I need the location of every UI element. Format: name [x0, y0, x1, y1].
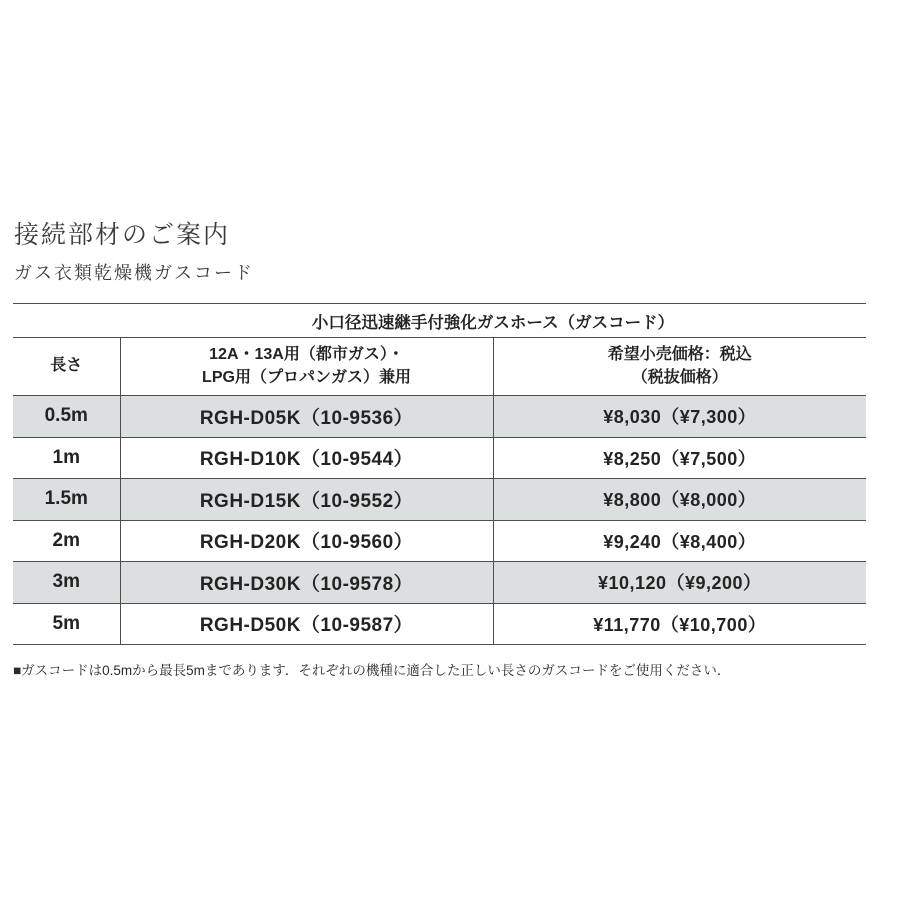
- length-value: 0.5m: [13, 396, 120, 438]
- table-header-row: [13, 338, 866, 396]
- column-header-price-line2: （税抜価格）: [631, 368, 728, 386]
- table-row: [13, 479, 866, 521]
- price-value: ¥11,770（¥10,700）: [493, 603, 866, 645]
- column-header-price: [493, 338, 866, 396]
- column-header-length: 長さ: [13, 338, 120, 396]
- column-header-model-line2: LPG用（プロパンガス）兼用: [202, 368, 411, 386]
- table-row: [13, 396, 866, 438]
- model-code: RGH-D50K（10-9587）: [120, 603, 493, 645]
- model-code: RGH-D20K（10-9560）: [120, 520, 493, 562]
- column-header-price-line1: 希望小売価格：税込: [607, 346, 752, 364]
- table-row: [13, 437, 866, 479]
- length-value: 2m: [13, 520, 120, 562]
- price-value: ¥8,800（¥8,000）: [493, 479, 866, 521]
- table-row: [13, 603, 866, 645]
- page-subtitle: ガス衣類乾燥機ガスコード: [14, 263, 254, 283]
- table-band-title: 小口径迅速継手付強化ガスホース（ガスコード）: [13, 304, 866, 338]
- model-code: RGH-D05K（10-9536）: [120, 396, 493, 438]
- price-value: ¥10,120（¥9,200）: [493, 562, 866, 604]
- table-band-row: [13, 304, 866, 338]
- model-code: RGH-D15K（10-9552）: [120, 479, 493, 521]
- length-value: 5m: [13, 603, 120, 645]
- price-value: ¥9,240（¥8,400）: [493, 520, 866, 562]
- page-title: 接続部材のご案内: [14, 221, 231, 249]
- length-value: 3m: [13, 562, 120, 604]
- price-value: ¥8,030（¥7,300）: [493, 396, 866, 438]
- column-header-model: [120, 338, 493, 396]
- footnote: ■ガスコードは0.5mから最長5mまであります．それぞれの機種に適合した正しい長さのガスコードをご使用ください．: [13, 663, 731, 678]
- table-row: [13, 562, 866, 604]
- price-table: [13, 303, 866, 645]
- column-header-model-line1: 12A・13A用（都市ガス）・: [209, 346, 404, 364]
- length-value: 1.5m: [13, 479, 120, 521]
- price-table-container: [13, 303, 866, 645]
- model-code: RGH-D10K（10-9544）: [120, 437, 493, 479]
- length-value: 1m: [13, 437, 120, 479]
- model-code: RGH-D30K（10-9578）: [120, 562, 493, 604]
- price-value: ¥8,250（¥7,500）: [493, 437, 866, 479]
- table-row: [13, 520, 866, 562]
